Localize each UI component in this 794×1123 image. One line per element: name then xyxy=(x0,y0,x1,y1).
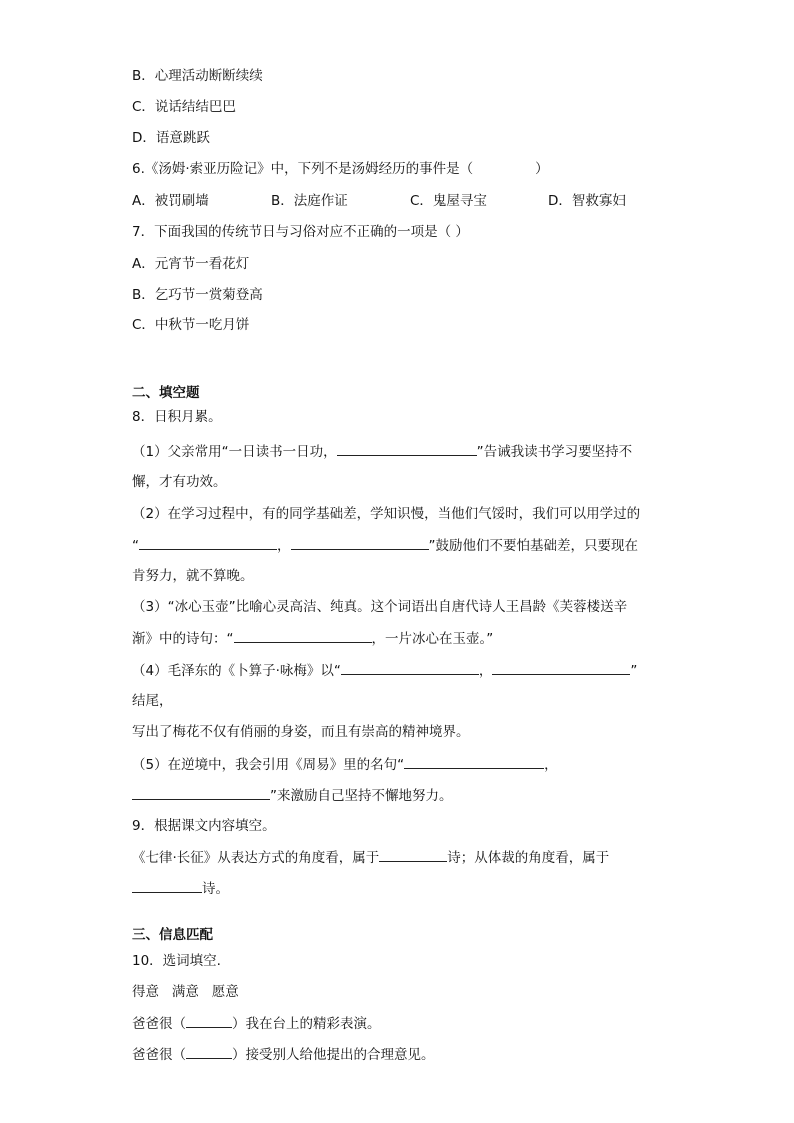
fill-blank[interactable] xyxy=(379,847,447,862)
q8-part5-line2: ”来激励自己坚持不懈地努力。 xyxy=(132,785,453,806)
q6-option-d: D．智救寡妇 xyxy=(548,193,626,209)
q8-part2-line2: “ ， ”鼓励他们不要怕基础差，只要现在 xyxy=(132,535,638,556)
q8-part3-line2: 渐》中的诗句：“ ，一片冰心在玉壶。” xyxy=(132,628,493,649)
fill-blank[interactable] xyxy=(186,1044,232,1059)
q6-option-a: A．被罚刷墙 xyxy=(132,193,209,209)
q9-line2: 诗。 xyxy=(132,878,229,899)
fill-blank[interactable] xyxy=(139,535,277,550)
q7-option-b: B．乞巧节一赏菊登高 xyxy=(132,287,263,303)
fill-blank[interactable] xyxy=(341,660,479,675)
q8-part2-line3: 肯努力，就不算晚。 xyxy=(132,568,254,584)
q6-option-c: C．鬼屋寻宝 xyxy=(410,193,487,209)
q7-stem: 7．下面我国的传统节日与习俗对应不正确的一项是（ ） xyxy=(132,224,469,240)
q9-line1: 《七律·长征》从表达方式的角度看，属于 诗；从体裁的角度看，属于 xyxy=(132,847,609,868)
q8-part1-line2: 懈，才有功效。 xyxy=(132,474,227,490)
fill-blank[interactable] xyxy=(492,660,630,675)
fill-blank[interactable] xyxy=(291,535,429,550)
q8-stem: 8．日积月累。 xyxy=(132,409,222,425)
section-3-title: 三、信息匹配 xyxy=(132,927,213,943)
q10-sentence-2: 爸爸很（ ）接受别人给他提出的合理意见。 xyxy=(132,1044,435,1065)
q5-option-d: D．语意跳跃 xyxy=(132,130,210,146)
q8-part4-line2: 结尾， xyxy=(132,693,173,709)
fill-blank[interactable] xyxy=(337,441,477,456)
q6-stem-text: 6.《汤姆·索亚历险记》中，下列不是汤姆经历的事件是（ xyxy=(132,161,474,177)
fill-blank[interactable] xyxy=(404,754,544,769)
q8-part2-line1: （2）在学习过程中，有的同学基础差，学知识慢，当他们气馁时，我们可以用学过的 xyxy=(132,506,641,522)
q8-part4-line3: 写出了梅花不仅有俏丽的身姿，而且有崇高的精神境界。 xyxy=(132,724,470,740)
q7-option-a: A．元宵节一看花灯 xyxy=(132,256,250,272)
q8-part4-line1: （4）毛泽东的《卜算子·咏梅》以“ ， ” xyxy=(132,660,637,681)
q6-option-b: B．法庭作证 xyxy=(271,193,348,209)
q7-option-c: C．中秋节一吃月饼 xyxy=(132,317,250,333)
q10-stem: 10．选词填空. xyxy=(132,953,221,969)
q6-stem xyxy=(132,159,549,179)
q8-part1-line1: （1）父亲常用“一日读书一日功， ”告诫我读书学习要坚持不 xyxy=(132,441,632,462)
q10-sentence-1: 爸爸很（ ）我在台上的精彩表演。 xyxy=(132,1013,381,1034)
q5-option-b: B．心理活动断断续续 xyxy=(132,68,263,84)
fill-blank[interactable] xyxy=(132,878,202,893)
fill-blank[interactable] xyxy=(132,785,270,800)
section-2-title: 二、填空题 xyxy=(132,385,200,401)
q9-stem: 9．根据课文内容填空。 xyxy=(132,818,276,834)
q10-word-bank: 得意 满意 愿意 xyxy=(132,984,239,1000)
fill-blank[interactable] xyxy=(186,1013,232,1028)
fill-blank[interactable] xyxy=(234,628,372,643)
q8-part3-line1: （3）“冰心玉壶”比喻心灵高洁、纯真。这个词语出自唐代诗人王昌龄《芙蓉楼送辛 xyxy=(132,599,628,615)
q6-stem-close: ） xyxy=(535,161,549,177)
q8-part5-line1: （5）在逆境中，我会引用《周易》里的名句“ ， xyxy=(132,754,558,775)
q5-option-c: C．说话结结巴巴 xyxy=(132,99,236,115)
